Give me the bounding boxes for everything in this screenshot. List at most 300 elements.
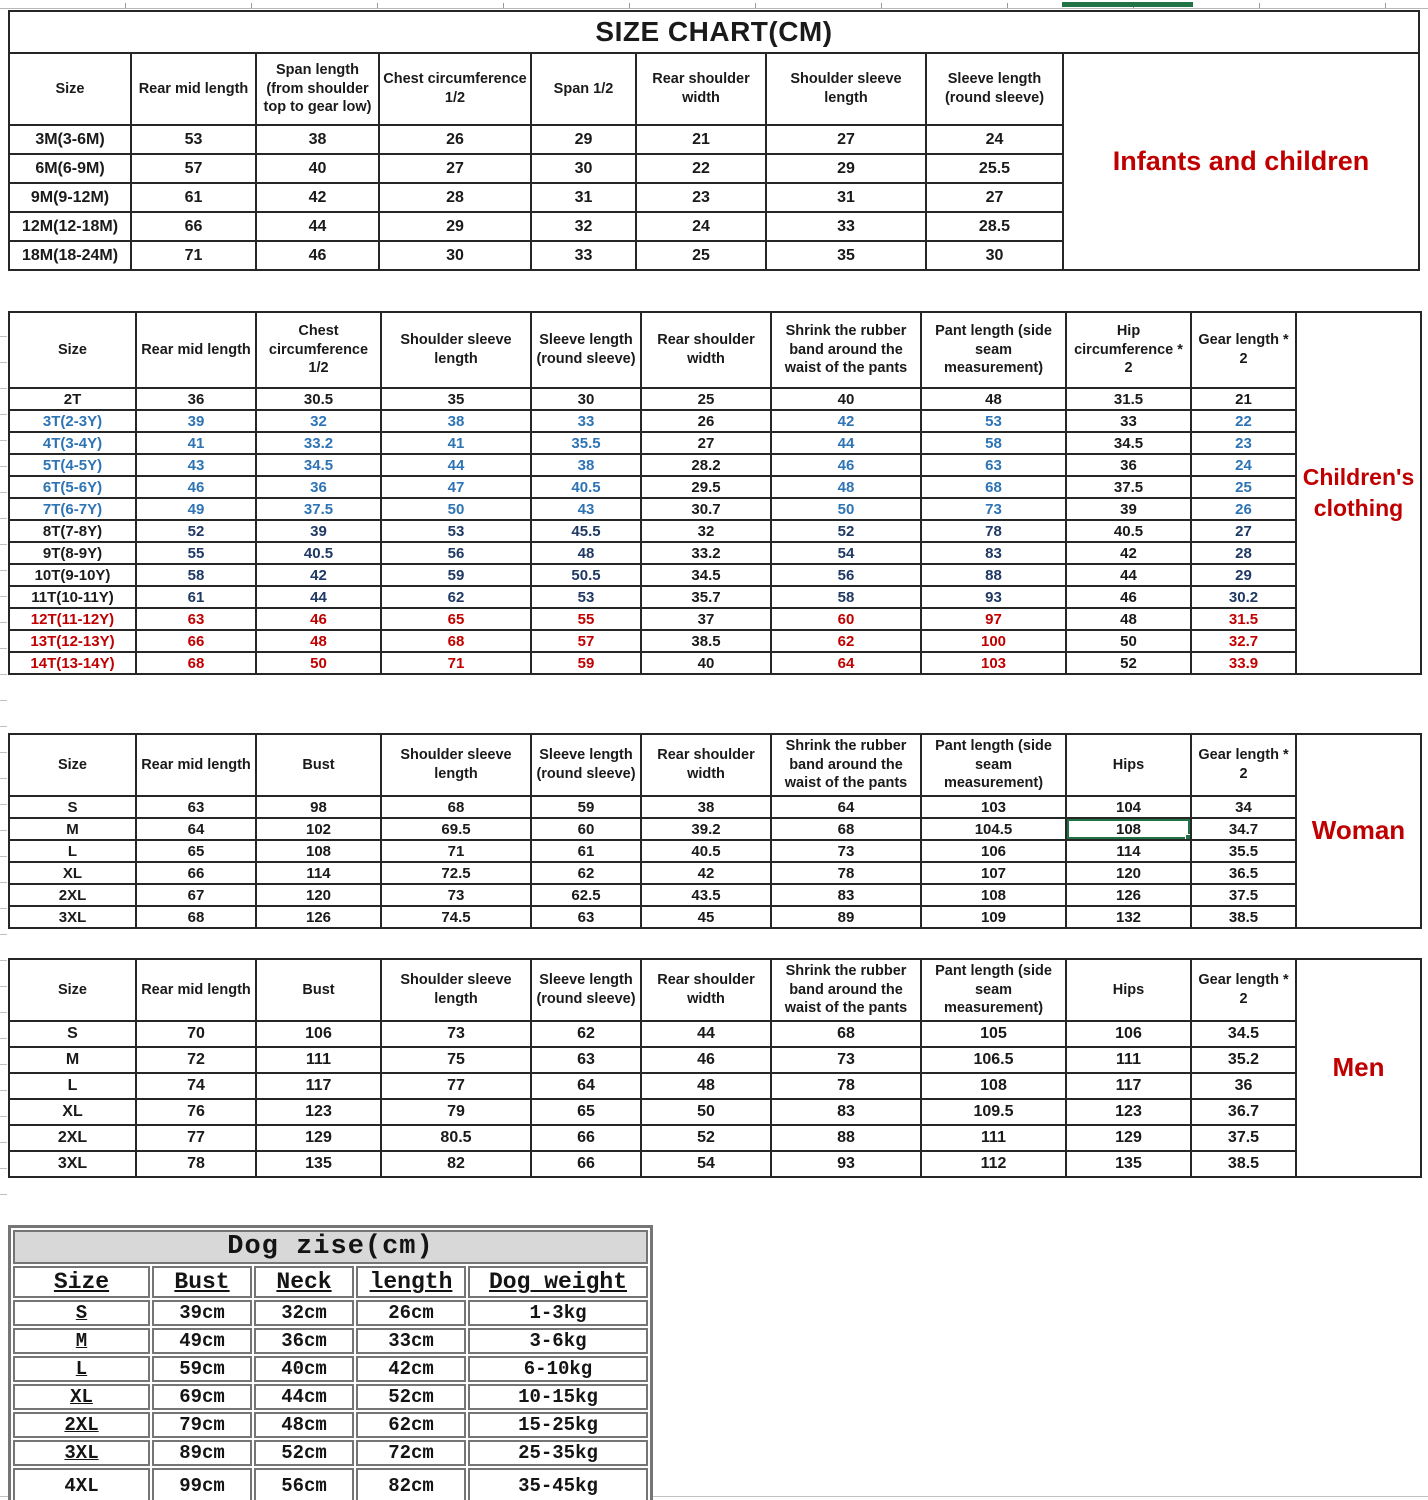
table-row — [9, 1021, 1296, 1047]
value-cell: 135 — [1066, 1151, 1191, 1177]
value-cell: 59 — [531, 652, 641, 674]
value-cell: 40 — [771, 388, 921, 410]
column-header: Sleeve length (round sleeve) — [531, 959, 641, 1021]
value-cell: 117 — [256, 1073, 381, 1099]
column-header: Dog weight — [468, 1266, 648, 1298]
header-row — [9, 734, 1296, 796]
value-cell: 53 — [921, 410, 1066, 432]
size-cell: L — [9, 1073, 136, 1099]
value-cell: 78 — [771, 1073, 921, 1099]
size-cell: 2XL — [9, 1125, 136, 1151]
value-cell: 43 — [136, 454, 256, 476]
value-cell: 66 — [136, 630, 256, 652]
value-cell: 129 — [256, 1125, 381, 1151]
value-cell: 35-45kg — [468, 1468, 648, 1500]
value-cell: 52 — [771, 520, 921, 542]
value-cell: 48 — [921, 388, 1066, 410]
value-cell: 30 — [531, 388, 641, 410]
value-cell: 38 — [641, 796, 771, 818]
column-header: Bust — [256, 959, 381, 1021]
column-header: Chest circumference 1/2 — [379, 53, 531, 125]
value-cell: 66 — [136, 862, 256, 884]
value-cell: 108 — [921, 1073, 1066, 1099]
value-cell: 68 — [771, 818, 921, 840]
value-cell: 29.5 — [641, 476, 771, 498]
value-cell: 39cm — [152, 1300, 252, 1326]
value-cell: 69cm — [152, 1384, 252, 1410]
value-cell: 25-35kg — [468, 1440, 648, 1466]
value-cell: 126 — [1066, 884, 1191, 906]
value-cell: 42cm — [356, 1356, 466, 1382]
column-header: Gear length * 2 — [1191, 734, 1296, 796]
value-cell: 29 — [1191, 564, 1296, 586]
value-cell: 126 — [256, 906, 381, 928]
column-header: Sleeve length (round sleeve) — [531, 312, 641, 388]
value-cell: 38 — [256, 125, 379, 154]
value-cell: 24 — [636, 212, 766, 241]
value-cell: 61 — [131, 183, 256, 212]
value-cell: 52cm — [254, 1440, 354, 1466]
value-cell: 42 — [256, 183, 379, 212]
value-cell: 82cm — [356, 1468, 466, 1500]
value-cell: 22 — [1191, 410, 1296, 432]
value-cell: 64 — [771, 652, 921, 674]
table-row — [9, 840, 1296, 862]
table-row — [9, 476, 1296, 498]
table-row — [9, 884, 1296, 906]
value-cell: 38.5 — [1191, 906, 1296, 928]
size-cell: 18M(18-24M) — [9, 241, 131, 270]
value-cell: 28.5 — [926, 212, 1063, 241]
value-cell: 78 — [136, 1151, 256, 1177]
value-cell: 53 — [381, 520, 531, 542]
value-cell: 50 — [381, 498, 531, 520]
value-cell: 108 — [256, 840, 381, 862]
value-cell: 63 — [531, 906, 641, 928]
value-cell: 31 — [766, 183, 926, 212]
value-cell: 52cm — [356, 1384, 466, 1410]
table-row — [9, 1047, 1296, 1073]
column-header: Pant length (side seam measurement) — [921, 734, 1066, 796]
selected-cell: 108 — [1066, 818, 1191, 840]
value-cell: 23 — [636, 183, 766, 212]
table-row — [9, 586, 1296, 608]
header-row — [9, 312, 1296, 388]
woman-table-section — [8, 733, 1422, 929]
value-cell: 48cm — [254, 1412, 354, 1438]
value-cell: 38.5 — [641, 630, 771, 652]
value-cell: 62 — [381, 586, 531, 608]
size-cell: M — [9, 1047, 136, 1073]
value-cell: 105 — [921, 1021, 1066, 1047]
value-cell: 98 — [256, 796, 381, 818]
value-cell: 46 — [256, 608, 381, 630]
table-row — [9, 183, 1063, 212]
children-size-table — [8, 311, 1297, 675]
table-row — [13, 1412, 648, 1438]
value-cell: 62 — [531, 1021, 641, 1047]
column-header: Shrink the rubber band around the waist of the pants — [771, 959, 921, 1021]
value-cell: 46 — [256, 241, 379, 270]
value-cell: 24 — [926, 125, 1063, 154]
value-cell: 48 — [641, 1073, 771, 1099]
size-cell: 3T(2-3Y) — [9, 410, 136, 432]
value-cell: 72cm — [356, 1440, 466, 1466]
value-cell: 39 — [1066, 498, 1191, 520]
column-header: Rear mid length — [136, 734, 256, 796]
value-cell: 34.5 — [256, 454, 381, 476]
column-header: Rear shoulder width — [641, 959, 771, 1021]
value-cell: 59 — [531, 796, 641, 818]
value-cell: 71 — [381, 840, 531, 862]
selected-column-indicator — [1062, 2, 1193, 7]
value-cell: 100 — [921, 630, 1066, 652]
value-cell: 47 — [381, 476, 531, 498]
value-cell: 37.5 — [1066, 476, 1191, 498]
value-cell: 33.2 — [256, 432, 381, 454]
size-cell: 4T(3-4Y) — [9, 432, 136, 454]
value-cell: 35 — [381, 388, 531, 410]
column-header: Pant length (side seam measurement) — [921, 312, 1066, 388]
value-cell: 29 — [531, 125, 636, 154]
value-cell: 55 — [531, 608, 641, 630]
value-cell: 106.5 — [921, 1047, 1066, 1073]
value-cell: 63 — [136, 796, 256, 818]
column-header: Shoulder sleeve length — [381, 959, 531, 1021]
value-cell: 56 — [381, 542, 531, 564]
value-cell: 30.5 — [256, 388, 381, 410]
table-row — [9, 608, 1296, 630]
table-row — [9, 454, 1296, 476]
value-cell: 42 — [1066, 542, 1191, 564]
value-cell: 66 — [531, 1151, 641, 1177]
value-cell: 29 — [379, 212, 531, 241]
value-cell: 73 — [381, 1021, 531, 1047]
value-cell: 33 — [766, 212, 926, 241]
column-header: Hips — [1066, 734, 1191, 796]
value-cell: 50.5 — [531, 564, 641, 586]
value-cell: 60 — [531, 818, 641, 840]
size-cell: 5T(4-5Y) — [9, 454, 136, 476]
header-row — [9, 53, 1063, 125]
value-cell: 78 — [771, 862, 921, 884]
column-header: Span length (from shoulder top to gear low) — [256, 53, 379, 125]
children-side-label: Children's clothing — [1295, 311, 1422, 675]
table-row — [9, 154, 1063, 183]
value-cell: 50 — [1066, 630, 1191, 652]
woman-side-label: Woman — [1295, 733, 1422, 929]
column-header: Size — [9, 734, 136, 796]
value-cell: 50 — [771, 498, 921, 520]
size-cell: 11T(10-11Y) — [9, 586, 136, 608]
table-row — [9, 652, 1296, 674]
value-cell: 63 — [921, 454, 1066, 476]
size-cell: 3XL — [13, 1440, 150, 1466]
value-cell: 97 — [921, 608, 1066, 630]
size-cell: 7T(6-7Y) — [9, 498, 136, 520]
value-cell: 76 — [136, 1099, 256, 1125]
infants-table-section — [8, 10, 1420, 271]
column-header: Rear shoulder width — [636, 53, 766, 125]
value-cell: 93 — [921, 586, 1066, 608]
value-cell: 35.5 — [531, 432, 641, 454]
value-cell: 26 — [1191, 498, 1296, 520]
value-cell: 42 — [771, 410, 921, 432]
value-cell: 37.5 — [256, 498, 381, 520]
size-cell: 10T(9-10Y) — [9, 564, 136, 586]
value-cell: 36.5 — [1191, 862, 1296, 884]
size-cell: L — [9, 840, 136, 862]
value-cell: 77 — [381, 1073, 531, 1099]
value-cell: 39 — [136, 410, 256, 432]
value-cell: 61 — [531, 840, 641, 862]
value-cell: 114 — [256, 862, 381, 884]
men-size-table — [8, 958, 1297, 1178]
value-cell: 129 — [1066, 1125, 1191, 1151]
value-cell: 58 — [921, 432, 1066, 454]
value-cell: 62cm — [356, 1412, 466, 1438]
size-cell: L — [13, 1356, 150, 1382]
size-cell: 3M(3-6M) — [9, 125, 131, 154]
value-cell: 27 — [641, 432, 771, 454]
column-header: Shoulder sleeve length — [766, 53, 926, 125]
value-cell: 59 — [381, 564, 531, 586]
value-cell: 104 — [1066, 796, 1191, 818]
value-cell: 88 — [771, 1125, 921, 1151]
value-cell: 68 — [921, 476, 1066, 498]
value-cell: 79 — [381, 1099, 531, 1125]
value-cell: 21 — [636, 125, 766, 154]
size-cell: 2T — [9, 388, 136, 410]
value-cell: 48 — [256, 630, 381, 652]
value-cell: 64 — [136, 818, 256, 840]
column-header: Rear mid length — [131, 53, 256, 125]
value-cell: 44 — [1066, 564, 1191, 586]
value-cell: 41 — [136, 432, 256, 454]
value-cell: 78 — [921, 520, 1066, 542]
value-cell: 34 — [1191, 796, 1296, 818]
column-header: Gear length * 2 — [1191, 959, 1296, 1021]
table-row — [13, 1384, 648, 1410]
value-cell: 28 — [379, 183, 531, 212]
value-cell: 49 — [136, 498, 256, 520]
table-row — [9, 564, 1296, 586]
column-header: Size — [9, 959, 136, 1021]
value-cell: 30 — [926, 241, 1063, 270]
value-cell: 58 — [136, 564, 256, 586]
value-cell: 40.5 — [531, 476, 641, 498]
value-cell: 32.7 — [1191, 630, 1296, 652]
value-cell: 28 — [1191, 542, 1296, 564]
value-cell: 52 — [641, 1125, 771, 1151]
value-cell: 37.5 — [1191, 1125, 1296, 1151]
dog-table-title: Dog zise(cm) — [13, 1230, 648, 1264]
value-cell: 34.7 — [1191, 818, 1296, 840]
value-cell: 40cm — [254, 1356, 354, 1382]
size-cell: XL — [13, 1384, 150, 1410]
column-header: length — [356, 1266, 466, 1298]
size-cell: 9M(9-12M) — [9, 183, 131, 212]
value-cell: 63 — [136, 608, 256, 630]
table-row — [9, 1099, 1296, 1125]
value-cell: 109 — [921, 906, 1066, 928]
value-cell: 62 — [531, 862, 641, 884]
size-cell: 6M(6-9M) — [9, 154, 131, 183]
value-cell: 27 — [926, 183, 1063, 212]
value-cell: 36cm — [254, 1328, 354, 1354]
value-cell: 120 — [1066, 862, 1191, 884]
value-cell: 10-15kg — [468, 1384, 648, 1410]
value-cell: 89 — [771, 906, 921, 928]
size-cell: 8T(7-8Y) — [9, 520, 136, 542]
value-cell: 44cm — [254, 1384, 354, 1410]
table-row — [13, 1468, 648, 1500]
size-chart-title: SIZE CHART(CM) — [8, 10, 1420, 54]
value-cell: 39 — [256, 520, 381, 542]
column-header: Sleeve length (round sleeve) — [531, 734, 641, 796]
value-cell: 33 — [1066, 410, 1191, 432]
value-cell: 27 — [766, 125, 926, 154]
value-cell: 29 — [766, 154, 926, 183]
value-cell: 89cm — [152, 1440, 252, 1466]
value-cell: 99cm — [152, 1468, 252, 1500]
value-cell: 38 — [381, 410, 531, 432]
value-cell: 35.5 — [1191, 840, 1296, 862]
value-cell: 26 — [379, 125, 531, 154]
value-cell: 74 — [136, 1073, 256, 1099]
value-cell: 42 — [256, 564, 381, 586]
value-cell: 36 — [256, 476, 381, 498]
value-cell: 55 — [136, 542, 256, 564]
size-cell: 2XL — [9, 884, 136, 906]
value-cell: 32 — [641, 520, 771, 542]
value-cell: 38 — [531, 454, 641, 476]
value-cell: 15-25kg — [468, 1412, 648, 1438]
value-cell: 36.7 — [1191, 1099, 1296, 1125]
size-cell: 4XL — [13, 1468, 150, 1500]
value-cell: 66 — [131, 212, 256, 241]
dog-title-row — [13, 1230, 648, 1264]
value-cell: 112 — [921, 1151, 1066, 1177]
column-header: Size — [13, 1266, 150, 1298]
value-cell: 64 — [531, 1073, 641, 1099]
value-cell: 63 — [531, 1047, 641, 1073]
table-row — [9, 542, 1296, 564]
column-header: Gear length * 2 — [1191, 312, 1296, 388]
table-row — [9, 1073, 1296, 1099]
column-header: Span 1/2 — [531, 53, 636, 125]
value-cell: 46 — [136, 476, 256, 498]
value-cell: 1-3kg — [468, 1300, 648, 1326]
value-cell: 106 — [1066, 1021, 1191, 1047]
value-cell: 41 — [381, 432, 531, 454]
value-cell: 60 — [771, 608, 921, 630]
value-cell: 36 — [1066, 454, 1191, 476]
value-cell: 45 — [641, 906, 771, 928]
value-cell: 68 — [381, 796, 531, 818]
value-cell: 33 — [531, 241, 636, 270]
value-cell: 30 — [379, 241, 531, 270]
value-cell: 30.2 — [1191, 586, 1296, 608]
value-cell: 25 — [1191, 476, 1296, 498]
value-cell: 57 — [131, 154, 256, 183]
value-cell: 46 — [771, 454, 921, 476]
value-cell: 40 — [256, 154, 379, 183]
column-header: Shrink the rubber band around the waist of the pants — [771, 312, 921, 388]
value-cell: 70 — [136, 1021, 256, 1047]
column-header: Shoulder sleeve length — [381, 734, 531, 796]
column-header: Rear shoulder width — [641, 734, 771, 796]
table-row — [9, 796, 1296, 818]
value-cell: 54 — [641, 1151, 771, 1177]
size-cell: 3XL — [9, 906, 136, 928]
column-header: Hip circumference * 2 — [1066, 312, 1191, 388]
value-cell: 44 — [641, 1021, 771, 1047]
value-cell: 36 — [1191, 1073, 1296, 1099]
column-header: Size — [9, 53, 131, 125]
table-row — [9, 241, 1063, 270]
value-cell: 123 — [1066, 1099, 1191, 1125]
column-header: Shoulder sleeve length — [381, 312, 531, 388]
value-cell: 64 — [771, 796, 921, 818]
value-cell: 33.2 — [641, 542, 771, 564]
value-cell: 62.5 — [531, 884, 641, 906]
value-cell: 44 — [256, 212, 379, 241]
value-cell: 69.5 — [381, 818, 531, 840]
value-cell: 56 — [771, 564, 921, 586]
value-cell: 3-6kg — [468, 1328, 648, 1354]
dog-header-row — [13, 1266, 648, 1298]
value-cell: 80.5 — [381, 1125, 531, 1151]
value-cell: 23 — [1191, 432, 1296, 454]
table-row — [9, 1125, 1296, 1151]
value-cell: 25 — [636, 241, 766, 270]
value-cell: 68 — [771, 1021, 921, 1047]
table-row — [9, 498, 1296, 520]
value-cell: 53 — [131, 125, 256, 154]
value-cell: 83 — [771, 884, 921, 906]
size-cell: 6T(5-6Y) — [9, 476, 136, 498]
column-header: Pant length (side seam measurement) — [921, 959, 1066, 1021]
header-row — [9, 959, 1296, 1021]
value-cell: 48 — [1066, 608, 1191, 630]
value-cell: 83 — [771, 1099, 921, 1125]
value-cell: 65 — [381, 608, 531, 630]
table-row — [9, 906, 1296, 928]
value-cell: 34.5 — [1066, 432, 1191, 454]
value-cell: 35.7 — [641, 586, 771, 608]
value-cell: 111 — [1066, 1047, 1191, 1073]
value-cell: 111 — [921, 1125, 1066, 1151]
value-cell: 68 — [136, 652, 256, 674]
table-row — [13, 1356, 648, 1382]
size-cell: S — [9, 796, 136, 818]
value-cell: 40.5 — [256, 542, 381, 564]
column-header: Neck — [254, 1266, 354, 1298]
value-cell: 68 — [136, 906, 256, 928]
value-cell: 82 — [381, 1151, 531, 1177]
value-cell: 26 — [641, 410, 771, 432]
value-cell: 73 — [921, 498, 1066, 520]
value-cell: 33 — [531, 410, 641, 432]
woman-size-table — [8, 733, 1297, 929]
value-cell: 61 — [136, 586, 256, 608]
table-row — [9, 125, 1063, 154]
table-row — [13, 1328, 648, 1354]
value-cell: 109.5 — [921, 1099, 1066, 1125]
value-cell: 73 — [771, 840, 921, 862]
value-cell: 72 — [136, 1047, 256, 1073]
